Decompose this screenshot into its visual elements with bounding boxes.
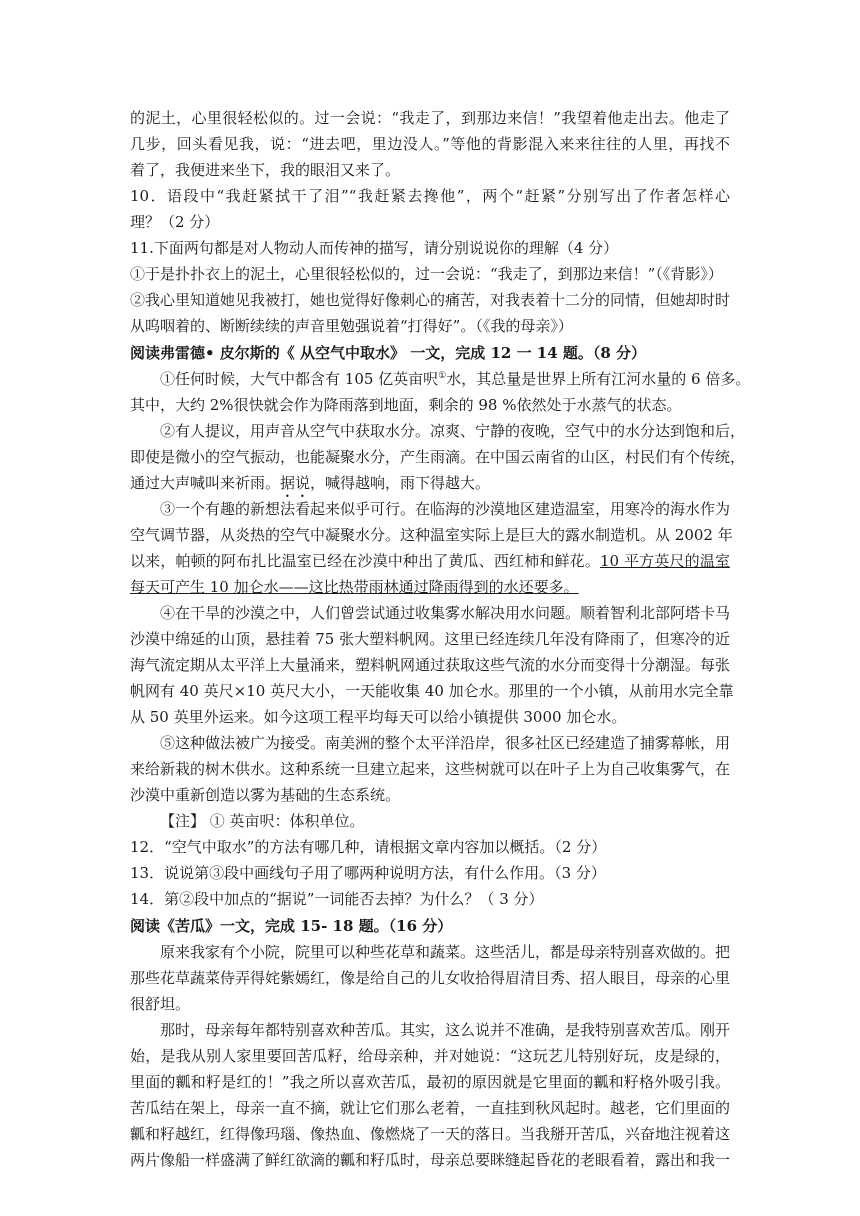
paragraph-5-line: 来给新栽的树木供水。这种系统一旦建立起来，这些树就可以在叶子上为自己收集雾气，在 <box>130 760 731 778</box>
passage-line: 着了，我便进来坐下，我的眼泪又来了。 <box>130 161 401 179</box>
section-heading: 阅读《苦瓜》一文，完成 15- 18 题。（16 分） <box>130 917 453 935</box>
passage-line: 的泥土，心里很轻松似的。过一会说：“我走了，到那边来信！”我望着他走出去。他走了 <box>130 109 730 127</box>
paragraph-3-line: 空气调节器，从炎热的空气中凝聚水分。这种温室实际上是巨大的露水制造机。从 2002 年 <box>130 526 733 544</box>
text: ①任何时候，大气中都含有 105 亿英亩呎 <box>160 370 439 388</box>
paragraph-2-line <box>130 474 730 501</box>
question-11-item-2-cont: 从呜咽着的、断断续续的声音里勉强说着“打得好”。（《我的母亲》） <box>130 317 573 335</box>
dotted-word: 据说 <box>280 474 311 492</box>
text: 通过大声喊叫来祈雨。 <box>130 474 281 492</box>
story-paragraph-2-line: 苦瓜结在架上，母亲一直不摘，就让它们那么老着，一直挂到秋风起时。越老，它们里面的 <box>130 1099 731 1117</box>
paragraph-4-line: 帆网有 40 英尺×10 英尺大小，一天能收集 40 加仑水。那里的一个小镇，从前用水完全靠 <box>130 682 734 700</box>
question-11-item-1: ①于是扑扑衣上的泥土，心里很轻松似的，过一会说：“我走了，到那边来信！”（《背影》） <box>130 265 723 283</box>
paragraph-3-line <box>130 552 730 570</box>
text: 以来，帕顿的阿布扎比温室已经在沙漠中种出了黄瓜、西红柿和鲜花。 <box>130 552 600 570</box>
paragraph-3-line: ③一个有趣的新想法看起来似乎可行。在临海的沙漠地区建造温室，用寒冷的海水作为 <box>160 500 731 518</box>
paragraph-1-line <box>160 370 751 388</box>
footnote-marker: ① <box>438 371 447 381</box>
story-paragraph-1-line: 原来我家有个小院，院里可以种些花草和蔬菜。这些活儿，都是母亲特别喜欢做的。把 <box>160 943 731 961</box>
passage-line: 几步，回头看见我，说：“进去吧，里边没人。”等他的背影混入来来往往的人里，再找不 <box>130 135 730 153</box>
text: 水，其总量是世界上所有江河水量的 6 倍多。 <box>446 370 751 388</box>
paragraph-4-line: ④在干旱的沙漠之中，人们曾尝试通过收集雾水解决用水问题。顺着智利北部阿塔卡马 <box>160 604 731 622</box>
question-14: 14．第②段中加点的“据说”一词能否去掉？为什么？（ 3 分） <box>130 890 544 908</box>
question-12: 12．“空气中取水”的方法有哪几种，请根据文章内容加以概括。（2 分） <box>130 838 607 856</box>
question-10-cont: 理？（2 分） <box>130 213 220 231</box>
story-paragraph-2-line: 瓤和籽越红，红得像玛瑙、像热血、像燃烧了一天的落日。当我掰开苦瓜，兴奋地注视着这 <box>130 1125 731 1143</box>
paragraph-2-line: ②有人提议，用声音从空气中获取水分。凉爽、宁静的夜晚，空气中的水分达到饱和后， <box>160 422 746 440</box>
story-paragraph-2-line: 那时，母亲每年都特别喜欢种苦瓜。其实，这么说并不准确，是我特别喜欢苦瓜。刚开 <box>160 1021 731 1039</box>
story-paragraph-2-line: 里面的瓤和籽是红的！”我之所以喜欢苦瓜，最初的原因就是它里面的瓤和籽格外吸引我。 <box>130 1073 730 1091</box>
story-paragraph-1-line: 那些花草蔬菜侍弄得姹紫嫣红，像是给自己的儿女收拾得眉清目秀、招人眼目，母亲的心里 <box>130 969 731 987</box>
paragraph-2-line: 即使是微小的空气振动，也能凝聚水分，产生雨滴。在中国云南省的山区，村民们有个传统， <box>130 448 746 466</box>
section-heading: 阅读弗雷德• 皮尔斯的《 从空气中取水》 一文，完成 12 一 14 题。（8 分） <box>130 344 647 362</box>
question-11-title: 11.下面两句都是对人物动人而传神的描写，请分别说说你的理解（4 分） <box>130 239 619 257</box>
underlined-sentence: 每天可产生 10 加仑水——这比热带雨林通过降雨得到的水还要多。 <box>130 578 579 596</box>
question-10: 10．语段中“我赶紧拭干了泪”“我赶紧去搀他”，两个“赶紧”分别写出了作者怎样心 <box>130 187 730 205</box>
story-paragraph-2-line: 始，是我从别人家里要回苦瓜籽，给母亲种，并对她说：“这玩艺儿特别好玩，皮是绿的， <box>130 1047 730 1065</box>
underlined-sentence: 10 平方英尺的温室 <box>600 552 730 570</box>
paragraph-4-line: 海气流定期从太平洋上大量涌来，塑料帆网通过获取这些气流的水分而变得十分潮湿。每张 <box>130 656 731 674</box>
paragraph-1-line: 其中，大约 2%很快就会作为降雨落到地面，剩余的 98 %依然处于水蒸气的状态。 <box>130 396 682 414</box>
story-paragraph-1-line: 很舒坦。 <box>130 995 191 1013</box>
paragraph-5-line: 沙漠中重新创造以雾为基础的生态系统。 <box>130 786 401 804</box>
footnote: 【注】 ① 英亩呎：体积单位。 <box>160 812 365 830</box>
paragraph-5-line: ⑤这种做法被广为接受。南美洲的整个太平洋沿岸，很多社区已经建造了捕雾幕帐，用 <box>160 734 731 752</box>
paragraph-4-line: 沙漠中绵延的山顶，悬挂着 75 张大塑料帆网。这里已经连续几年没有降雨了，但寒冷的近 <box>130 630 730 648</box>
text: ，喊得越响，雨下得越大。 <box>310 474 491 492</box>
question-13: 13．说说第③段中画线句子用了哪两种说明方法，有什么作用。（3 分） <box>130 864 606 882</box>
question-11-item-2: ②我心里知道她见我被打，她也觉得好像刺心的痛苦，对我表着十二分的同情，但她却时时 <box>130 291 731 309</box>
paragraph-4-line: 从 50 英里外运来。如今这项工程平均每天可以给小镇提供 3000 加仑水。 <box>130 708 627 726</box>
story-paragraph-2-line: 两片像船一样盛满了鲜红欲滴的瓤和籽瓜时，母亲总要眯缝起昏花的老眼看着，露出和我一 <box>130 1151 731 1169</box>
